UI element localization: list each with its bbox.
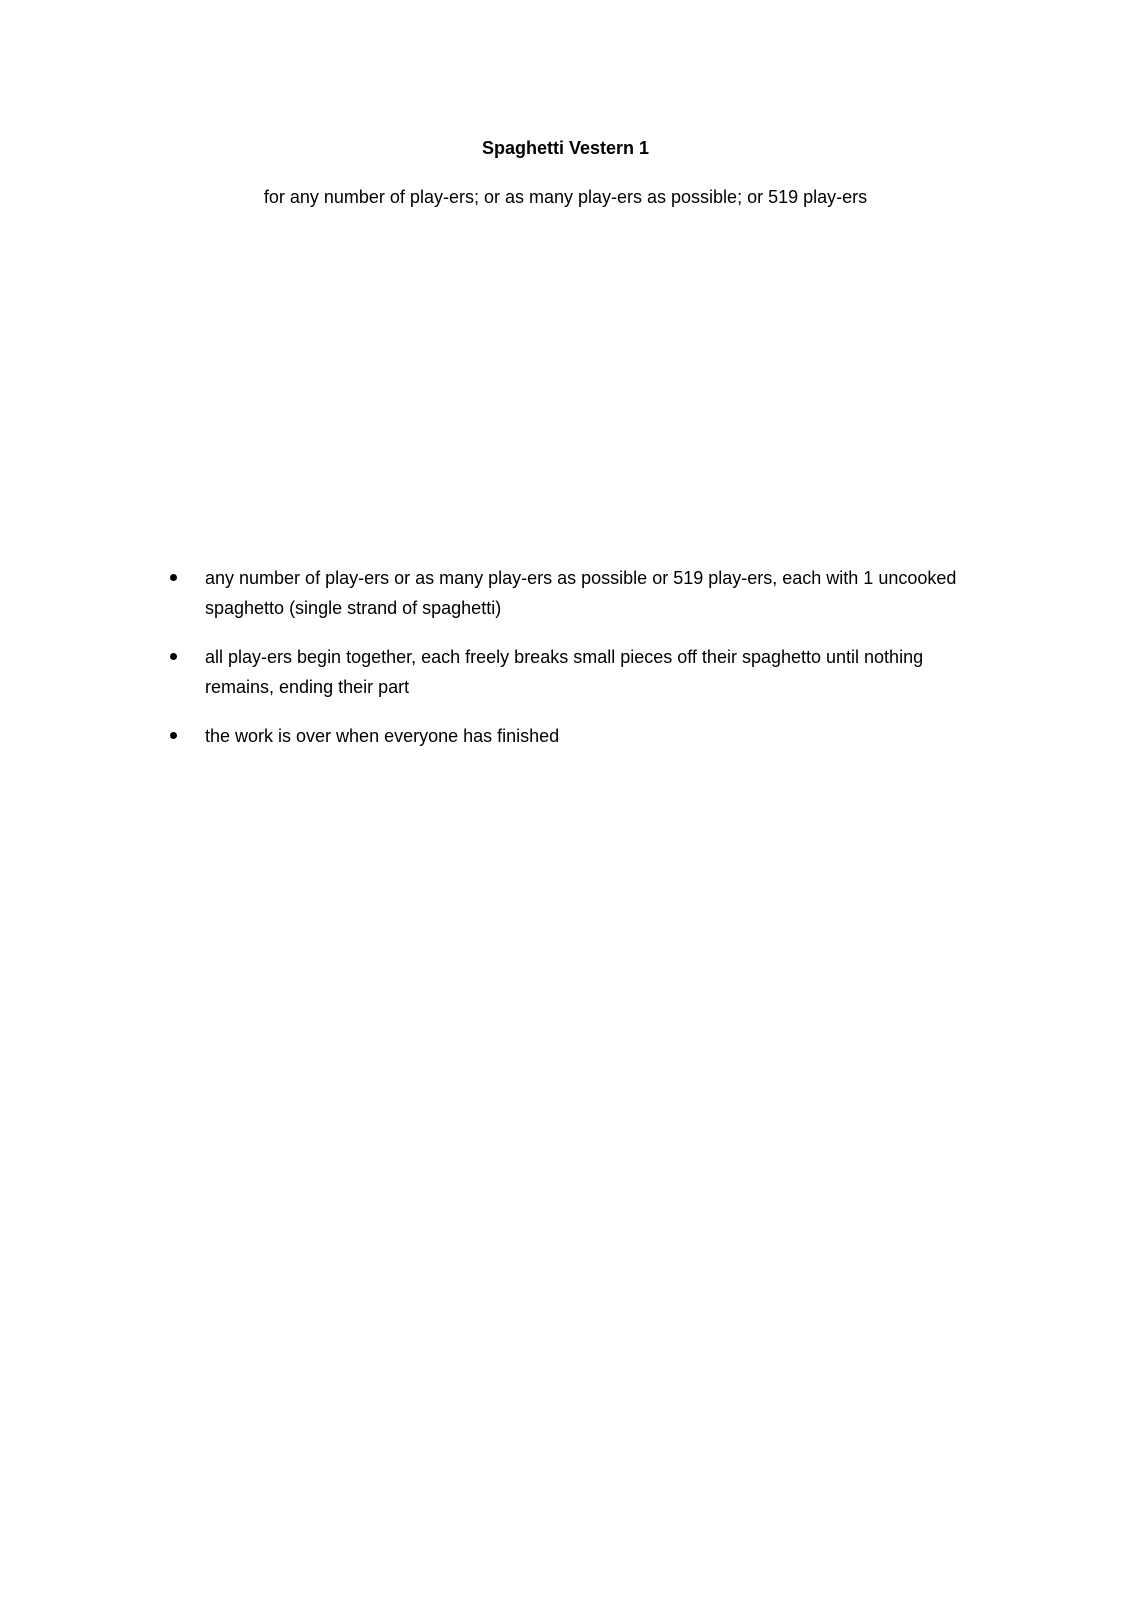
- bullet-icon: [170, 732, 177, 739]
- instruction-text: the work is over when everyone has finished: [205, 726, 560, 746]
- instruction-item: [170, 563, 990, 623]
- instruction-list: [170, 563, 990, 770]
- bullet-icon: [170, 653, 177, 660]
- instruction-item: [170, 721, 990, 751]
- instruction-text: all play-ers begin together, each freely breaks small pieces off their spaghetto until nothing remains, ending their part: [205, 647, 924, 697]
- bullet-icon: [170, 574, 177, 581]
- instruction-text: any number of play-ers or as many play-ers as possible or 519 play-ers, each with 1 uncooked spaghetto (single strand of spaghetti): [205, 568, 957, 618]
- instruction-item: [170, 642, 990, 702]
- document-title: Spaghetti Vestern 1: [481, 138, 650, 158]
- document-subtitle: for any number of play-ers; or as many play-ers as possible; or 519 play-ers: [263, 187, 868, 207]
